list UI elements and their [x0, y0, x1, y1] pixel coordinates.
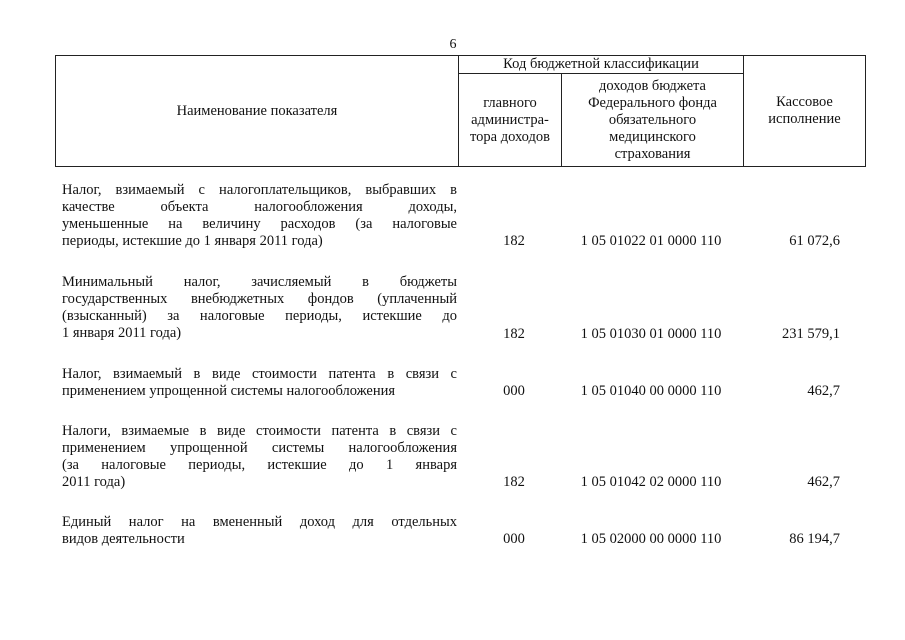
header-revenue-line: доходов бюджета: [599, 77, 706, 94]
header-code-group: Код бюджетной классификации: [459, 56, 744, 74]
row-classification-code: 1 05 01040 00 0000 110: [580, 383, 722, 399]
table-row-name: [62, 274, 457, 342]
row-classification-code: 1 05 01030 01 0000 110: [580, 326, 722, 342]
header-execution-line: Кассовое: [776, 94, 833, 110]
row-name-line: применением упрощенной системы налогообложения: [62, 383, 396, 399]
row-name-line: применением упрощенной системы налогообложения: [62, 440, 457, 456]
page-number: 6: [449, 37, 457, 52]
row-admin-code: 182: [503, 474, 525, 490]
row-name-line: (за налоговые периоды, истекшие до 1 января: [62, 457, 457, 473]
row-name-line: 1 января 2011 года): [62, 325, 182, 341]
table-row-name: [62, 423, 457, 491]
row-name-line: 2011 года): [62, 474, 126, 490]
header-revenue-column: [562, 74, 744, 167]
header-revenue-line: страхования: [614, 145, 691, 162]
row-amount: 462,7: [807, 474, 840, 490]
header-admin-column: [459, 74, 562, 167]
table-row-name: [62, 366, 457, 400]
header-admin-line: тора доходов: [470, 128, 550, 145]
row-amount: 231 579,1: [782, 326, 840, 342]
header-revenue-line: обязательного: [608, 111, 697, 128]
table-header: [55, 55, 866, 167]
row-name-line: Минимальный налог, зачисляемый в бюджеты: [62, 274, 457, 290]
header-revenue-line: медицинского: [609, 128, 696, 145]
row-classification-code: 1 05 01022 01 0000 110: [580, 233, 722, 249]
header-admin-line: главного: [483, 94, 537, 111]
row-admin-code: 000: [503, 531, 525, 547]
row-amount: 462,7: [807, 383, 840, 399]
header-admin-line: администра-: [471, 111, 549, 128]
row-name-line: Единый налог на вмененный доход для отдельных: [62, 514, 457, 530]
row-admin-code: 000: [503, 383, 525, 399]
row-name-line: периоды, истекшие до 1 января 2011 года): [62, 233, 323, 249]
row-admin-code: 182: [503, 233, 525, 249]
row-name-line: Налог, взимаемый в виде стоимости патента в связи с: [62, 366, 457, 382]
table-row-name: [62, 182, 457, 250]
row-name-line: качестве объекта налогообложения доходы,: [62, 199, 457, 215]
row-amount: 86 194,7: [789, 531, 840, 547]
row-name-line: (взысканный) за налоговые периоды, истекшие до: [62, 308, 457, 324]
row-amount: 61 072,6: [789, 233, 840, 249]
table-row-name: [62, 514, 457, 548]
row-classification-code: 1 05 02000 00 0000 110: [580, 531, 722, 547]
row-name-line: видов деятельности: [62, 531, 185, 547]
header-execution-column: [744, 56, 866, 167]
row-name-line: Налог, взимаемый с налогоплательщиков, выбравших в: [62, 182, 457, 198]
header-execution-line: исполнение: [768, 111, 841, 127]
row-name-line: уменьшенные на величину расходов (за налоговые: [62, 216, 457, 232]
header-name-column: Наименование показателя: [56, 56, 459, 167]
row-classification-code: 1 05 01042 02 0000 110: [580, 474, 722, 490]
row-name-line: государственных внебюджетных фондов (уплаченный: [62, 291, 457, 307]
header-revenue-line: Федерального фонда: [588, 94, 717, 111]
row-admin-code: 182: [503, 326, 525, 342]
row-name-line: Налоги, взимаемые в виде стоимости патента в связи с: [62, 423, 457, 439]
